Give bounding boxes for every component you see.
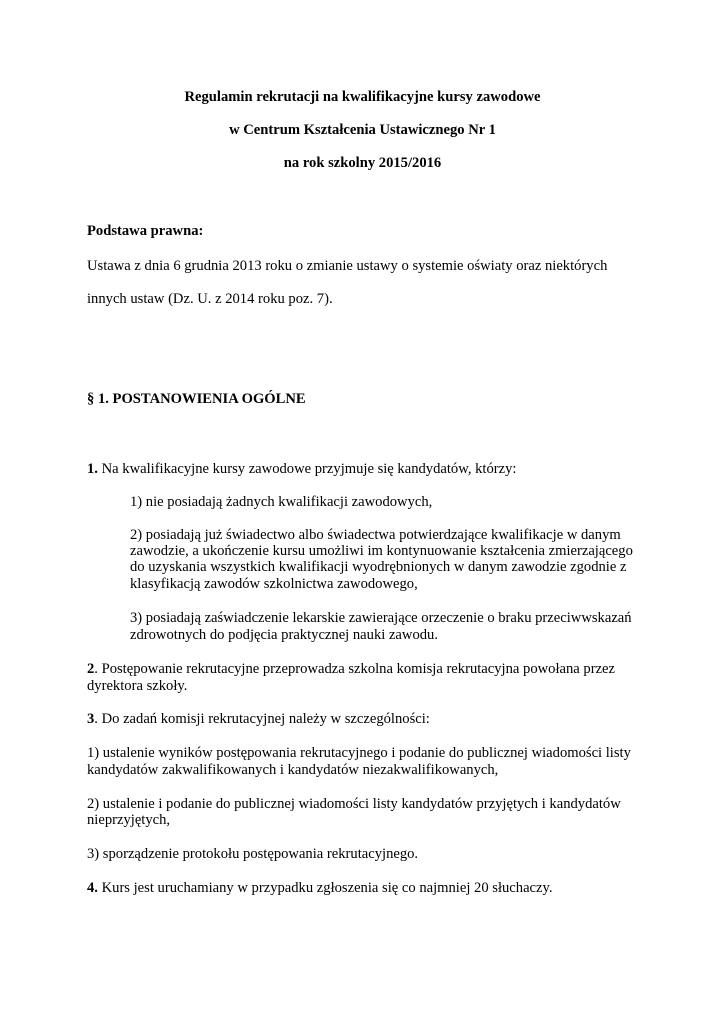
legal-basis-line-2: innych ustaw (Dz. U. z 2014 roku poz. 7).	[87, 291, 333, 307]
list-item-1-2-line-4: klasyfikacją zawodów szkolnictwa zawodowego,	[130, 576, 418, 592]
paragraph-3-text: . Do zadań komisji rekrutacyjnej należy w szczególności:	[94, 711, 430, 727]
paragraph-4-number: 4.	[87, 880, 98, 896]
list-item-3-1-line-2: kandydatów zakwalifikowanych i kandydatów niezakwalifikowanych,	[87, 762, 499, 778]
list-item-3-2-line-1: 2) ustalenie i podanie do publicznej wiadomości listy kandydatów przyjętych i kandydatów	[87, 796, 621, 812]
paragraph-1-intro	[87, 461, 516, 477]
list-item-3-2-line-2: nieprzyjętych,	[87, 812, 171, 828]
paragraph-1-number: 1.	[87, 461, 98, 477]
title-line-3: na rok szkolny 2015/2016	[283, 155, 442, 171]
title-line-1: Regulamin rekrutacji na kwalifikacyjne kursy zawodowe	[184, 89, 541, 105]
paragraph-1-text: Na kwalifikacyjne kursy zawodowe przyjmuje się kandydatów, którzy:	[97, 461, 517, 477]
paragraph-2-text: . Postępowanie rekrutacyjne przeprowadza szkolna komisja rekrutacyjna powołana przez	[94, 661, 615, 677]
list-item-1-3-line-1: 3) posiadają zaświadczenie lekarskie zawierające orzeczenie o braku przeciwwskazań	[130, 610, 632, 626]
paragraph-4-text: Kurs jest uruchamiany w przypadku zgłoszenia się co najmniej 20 słuchaczy.	[97, 880, 553, 896]
section-heading: § 1. POSTANOWIENIA OGÓLNE	[87, 391, 306, 407]
list-item-1-3-line-2: zdrowotnych do podjęcia praktycznej nauki zawodu.	[130, 627, 438, 643]
list-item-1-1: 1) nie posiadają żadnych kwalifikacji zawodowych,	[130, 494, 433, 510]
list-item-3-3: 3) sporządzenie protokołu postępowania rekrutacyjnego.	[87, 846, 419, 862]
legal-basis-heading: Podstawa prawna:	[87, 223, 204, 239]
paragraph-2-number: 2	[87, 661, 95, 677]
list-item-3-1-line-1: 1) ustalenie wyników postępowania rekrutacyjnego i podanie do publicznej wiadomości listy	[87, 745, 631, 761]
list-item-1-2-line-3: do uzyskania wszystkich kwalifikacji wyodrębnionych w danym zawodzie zgodnie z	[130, 559, 627, 575]
list-item-1-2-line-2: zawodzie, a ukończenie kursu umożliwi im kontynuowanie kształcenia zmierzającego	[130, 543, 633, 559]
list-item-1-2-line-1: 2) posiadają już świadectwo albo świadectwa potwierdzające kwalifikacje w danym	[130, 527, 621, 543]
title-line-2: w Centrum Kształcenia Ustawicznego Nr 1	[229, 122, 496, 138]
paragraph-4	[87, 880, 553, 896]
paragraph-3-intro	[87, 711, 430, 727]
paragraph-2-line-2: dyrektora szkoły.	[87, 678, 188, 694]
paragraph-2-line-1	[87, 661, 615, 677]
paragraph-3-number: 3	[87, 711, 95, 727]
legal-basis-line-1: Ustawa z dnia 6 grudnia 2013 roku o zmianie ustawy o systemie oświaty oraz niektórych	[87, 258, 608, 274]
